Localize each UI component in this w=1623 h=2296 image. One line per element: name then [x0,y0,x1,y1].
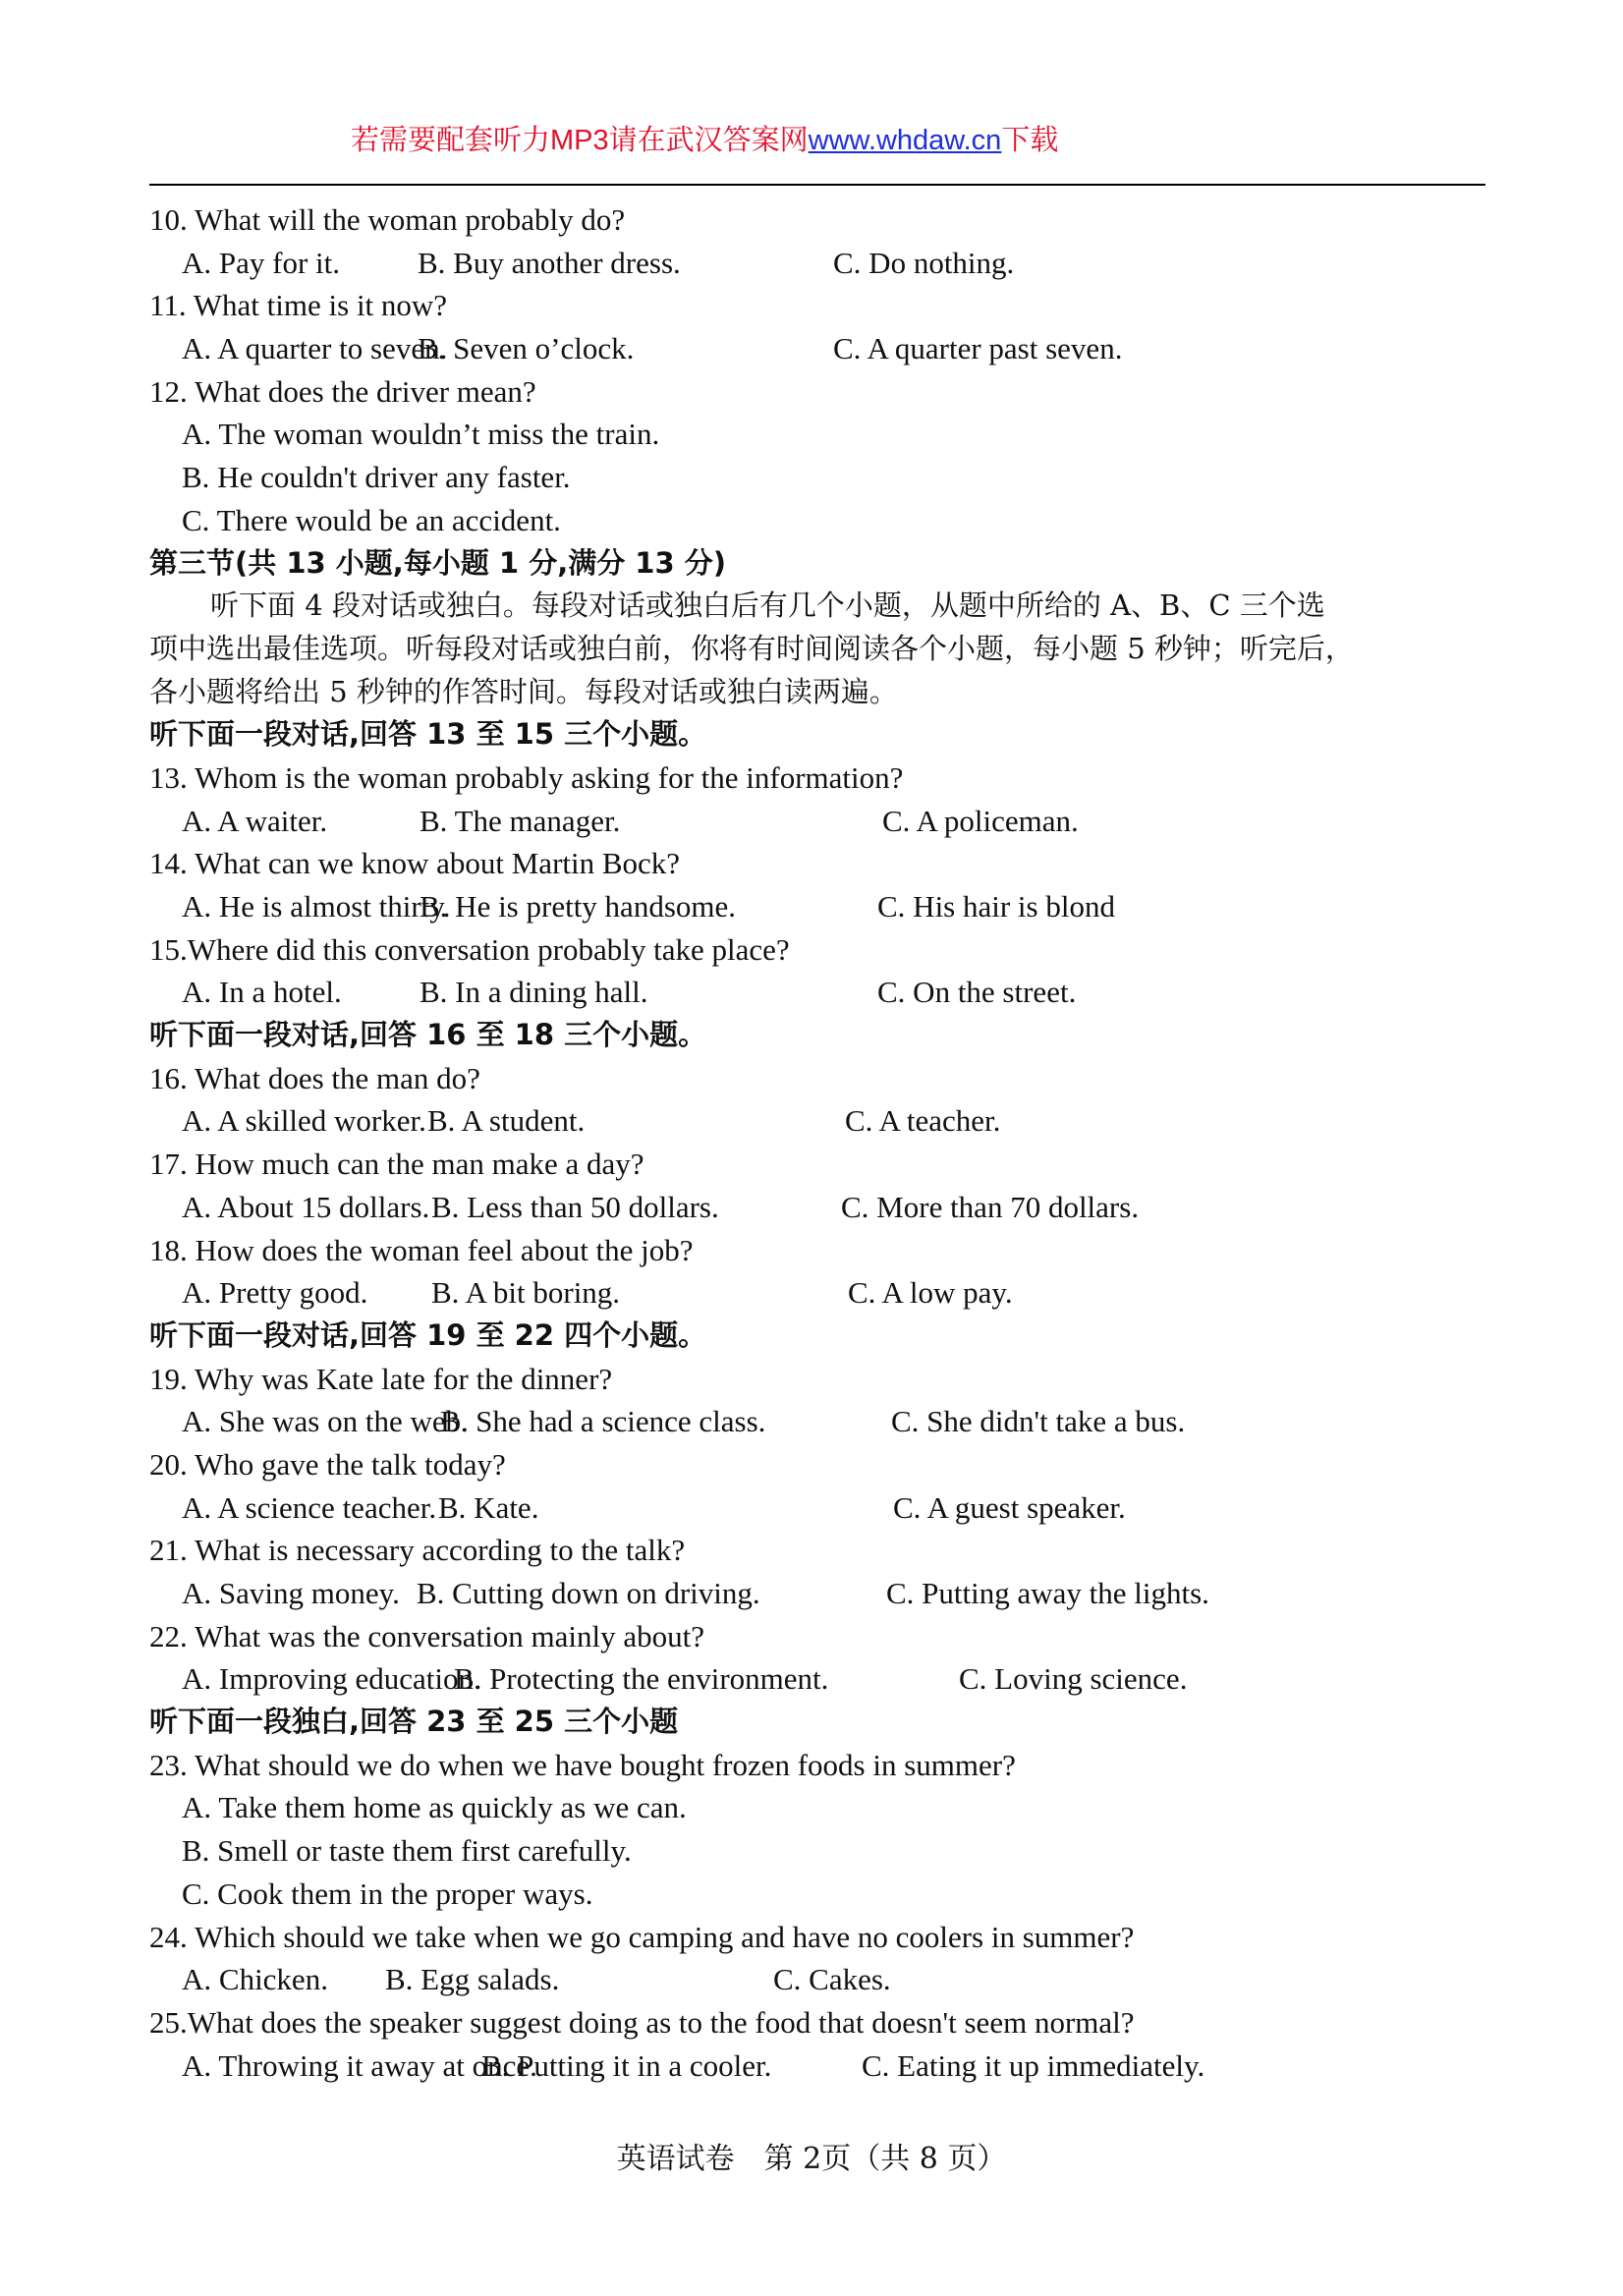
question-text: 10. What will the woman probably do? [149,202,626,237]
answer-option-c: C. More than 70 dollars. [841,1189,1140,1224]
answer-option-b: B. A student. [427,1103,586,1139]
answer-option-c: C. She didn't take a bus. [891,1404,1186,1439]
answer-option-b: B. Putting it in a cooler. [481,2047,772,2083]
answer-option-a: A. A waiter. [182,803,328,838]
answer-option: B. Smell or taste them first carefully. [182,1833,632,1869]
answer-options-row [149,2044,1487,2088]
answer-options-row [149,327,1487,370]
header-divider [149,184,1485,186]
answer-option-c: C. Putting away the lights. [886,1576,1209,1610]
question-text: 17. How much can the man make a day? [149,1147,644,1182]
answer-option: A. The woman wouldn’t miss the train. [182,417,660,452]
answer-option-b: B. Protecting the environment. [454,1661,829,1697]
question-text: 12. What does the driver mean? [149,373,536,409]
answer-option-c: C. A quarter past seven. [833,331,1123,366]
answer-option-a: A. A quarter to seven. [182,331,448,366]
answer-option-a: A. He is almost thirty. [182,889,451,924]
instruction-line: 听下面 4 段对话或独白。每段对话或独白后有几个小题，从题中所给的 A、B、C 三个选 [210,588,1325,623]
answer-option-c: C. Cakes. [773,1962,891,1997]
answer-option-b: B. Cutting down on driving. [417,1576,760,1610]
question-text: 18. How does the woman feel about the job? [149,1232,694,1267]
answer-option-a: A. A skilled worker. [182,1103,426,1139]
question-text: 21. What is necessary according to the talk? [149,1533,686,1568]
answer-options-row [149,1271,1487,1315]
answer-options-row [149,1958,1487,2001]
answer-option-c: C. Eating it up immediately. [862,2047,1205,2083]
answer-option-a: A. She was on the web. [182,1404,469,1439]
answer-options-row [149,1099,1487,1143]
question-text: 16. What does the man do? [149,1060,480,1095]
question-text: 22. What was the conversation mainly about? [149,1618,705,1653]
answer-options-row [149,1657,1487,1701]
question-text: 24. Which should we take when we go camping and have no coolers in summer? [149,1919,1135,1954]
question-text: 19. Why was Kate late for the dinner? [149,1361,613,1396]
answer-option-a: A. About 15 dollars. [182,1189,430,1224]
answer-option-b: B. The manager. [420,803,621,838]
answer-option: A. Take them home as quickly as we can. [182,1790,687,1825]
answer-options-row [149,1186,1487,1229]
answer-option-c: C. A guest speaker. [893,1489,1126,1525]
question-text: 20. Who gave the talk today? [149,1446,506,1482]
instruction-line: 项中选出最佳选项。听每段对话或独白前，你将有时间阅读各个小题，每小题 5 秒钟；听完后， [149,631,1354,665]
answer-option-c: C. His hair is blond [877,889,1115,924]
answer-option-b: B. Buy another dress. [418,245,681,280]
answer-option-a: A. Improving education. [182,1661,481,1697]
answer-option-b: B. She had a science class. [440,1404,766,1439]
header-link[interactable]: www.whdaw.cn [808,125,1002,156]
answer-option: B. He couldn't driver any faster. [182,460,571,495]
answer-option-a: A. Saving money. [182,1576,400,1610]
answer-option-a: A. Chicken. [182,1962,328,1997]
answer-option-b: B. Seven o’clock. [418,331,635,366]
answer-option-a: A. Pay for it. [182,245,341,280]
answer-option-b: B. A bit boring. [431,1275,621,1311]
answer-options-row [149,1572,1487,1615]
answer-options-row [149,800,1487,843]
answer-option-c: C. A policeman. [882,803,1079,838]
header-text-mid: 请在武汉答案网 [608,123,809,156]
section-heading: 听下面一段独白,回答 23 至 25 三个小题 [149,1705,679,1739]
section-heading: 听下面一段对话,回答 13 至 15 三个小题。 [149,717,707,752]
question-text: 13. Whom is the woman probably asking for the information? [149,759,904,795]
answer-option-c: C. A teacher. [845,1103,1001,1139]
answer-option-b: B. Egg salads. [385,1962,560,1997]
instruction-line: 各小题将给出 5 秒钟的作答时间。每段对话或独白读两遍。 [149,674,898,708]
answer-option-a: A. Pretty good. [182,1275,368,1311]
question-text: 15.Where did this conversation probably take place? [149,931,790,967]
header-text-before: 若需要配套听力 [351,123,551,156]
section-heading: 第三节(共 13 小题,每小题 1 分,满分 13 分) [149,545,727,580]
answer-options-row [149,242,1487,285]
answer-option-c: C. Loving science. [959,1661,1188,1697]
answer-option: C. Cook them in the proper ways. [182,1876,593,1911]
answer-options-row [149,1400,1487,1443]
answer-option-b: B. In a dining hall. [420,975,648,1010]
section-instructions [149,585,1487,713]
header-mp3: MP3 [550,125,609,156]
answer-option: C. There would be an accident. [182,502,561,537]
answer-option-a: A. In a hotel. [182,975,342,1010]
answer-option-b: B. Kate. [438,1489,539,1525]
page-footer: 英语试卷 第 2页（共 8 页） [616,2142,1007,2176]
answer-options-row [149,1486,1487,1530]
question-text: 25.What does the speaker suggest doing as to the food that doesn't seem normal? [149,2004,1135,2040]
answer-option-c: C. On the street. [877,975,1077,1010]
question-text: 23. What should we do when we have bought frozen foods in summer? [149,1747,1016,1782]
exam-content [149,198,1487,2087]
answer-options-row [149,971,1487,1014]
section-heading: 听下面一段对话,回答 19 至 22 四个小题。 [149,1317,707,1352]
answer-option-a: A. Throwing it away at once. [182,2047,537,2083]
answer-options-row [149,885,1487,928]
header-text-after: 下载 [1001,123,1059,156]
answer-option-a: A. A science teacher. [182,1489,437,1525]
section-heading: 听下面一段对话,回答 16 至 18 三个小题。 [149,1018,707,1052]
answer-option-c: C. Do nothing. [833,245,1015,280]
answer-option-b: B. He is pretty handsome. [420,889,737,924]
question-text: 11. What time is it now? [149,288,448,323]
question-text: 14. What can we know about Martin Bock? [149,846,681,881]
answer-option-c: C. A low pay. [848,1275,1013,1311]
answer-option-b: B. Less than 50 dollars. [431,1189,719,1224]
